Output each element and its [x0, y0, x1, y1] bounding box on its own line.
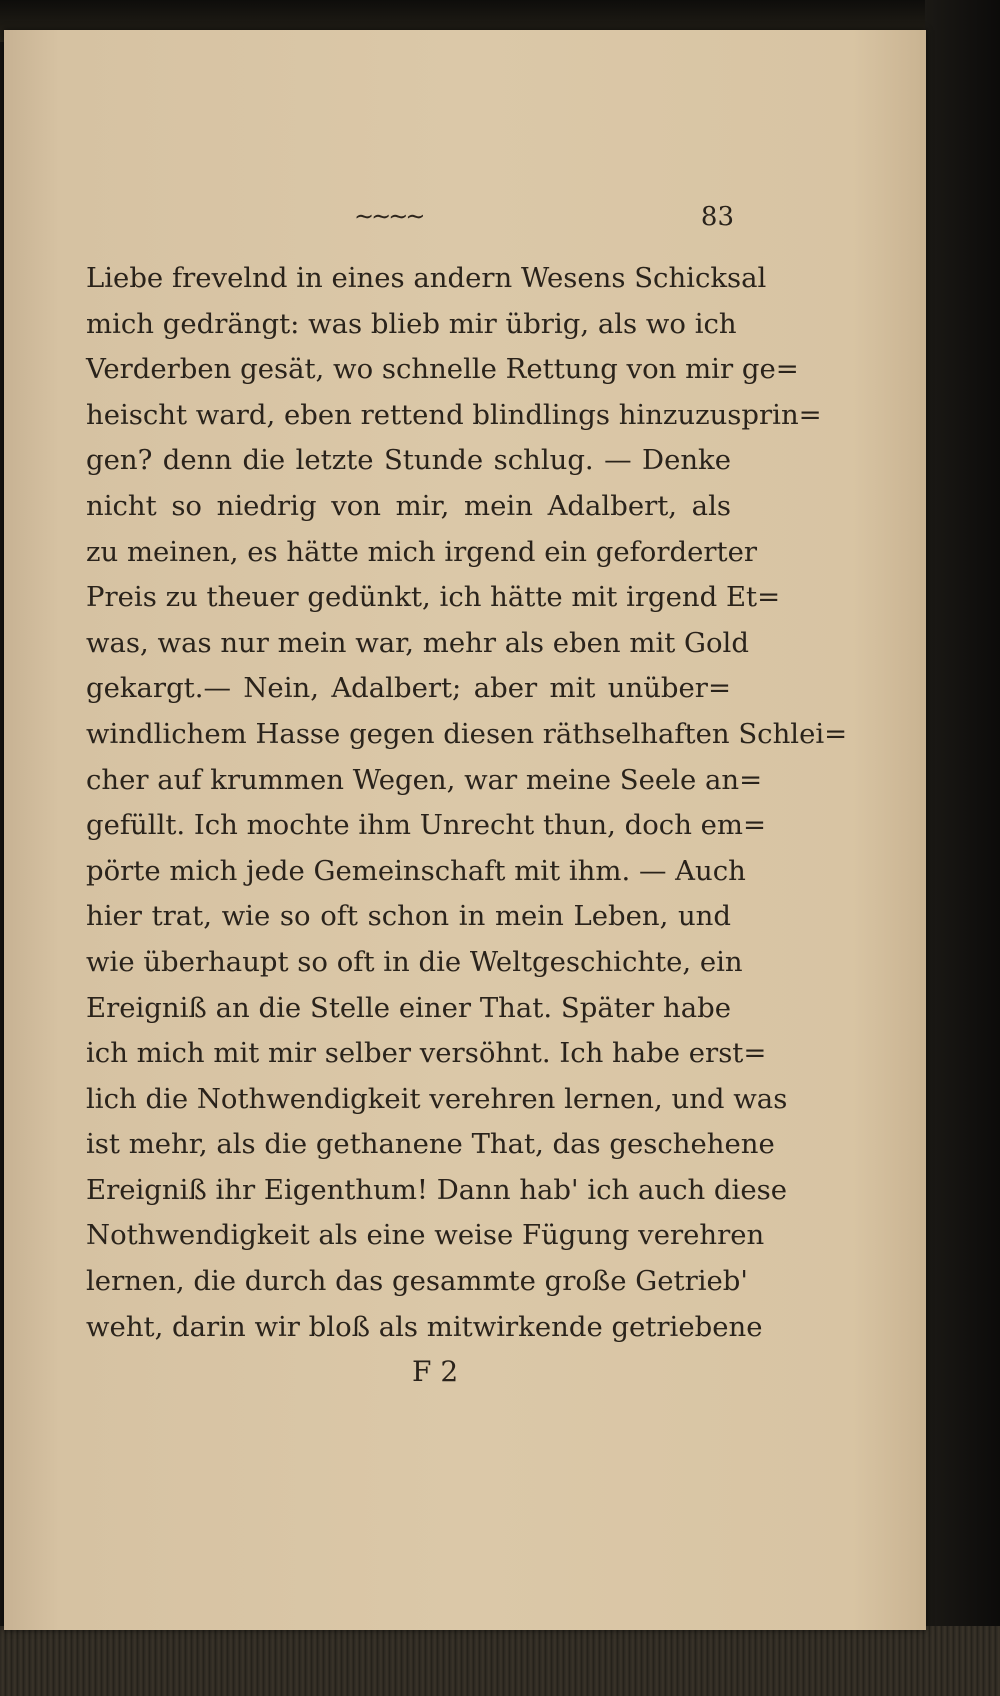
text-line: ich mich mit mir selber versöhnt. Ich habe erst= [86, 1037, 767, 1070]
text-line: Preis zu theuer gedünkt, ich hätte mit irgend Et= [86, 581, 781, 614]
text-line: pörte mich jede Gemeinschaft mit ihm. — Auch [86, 854, 746, 887]
text-line: gefüllt. Ich mochte ihm Unrecht thun, doch em= [86, 809, 767, 842]
page-number: 83 [700, 202, 734, 232]
text-line: Liebe frevelnd in eines andern Wesens Schicksal [86, 262, 767, 294]
text-line: was, was nur mein war, mehr als eben mit Gold [86, 626, 749, 659]
text-block [86, 256, 848, 1350]
book-right-edge [925, 0, 1000, 1696]
text-line: lernen, die durch das gesammte große Getrieb' [86, 1265, 748, 1298]
text-line: mich gedrängt: was blieb mir übrig, als wo ich [86, 307, 737, 340]
text-line: gekargt.— Nein, Adalbert; aber mit unüber= [86, 672, 731, 705]
text-line: weht, darin wir bloß als mitwirkende getriebene [86, 1310, 763, 1343]
text-line: Ereigniß an die Stelle einer That. Später habe [86, 991, 731, 1024]
text-line: zu meinen, es hätte mich irgend ein geforderter [86, 535, 757, 568]
book-page-edges [0, 1626, 1000, 1696]
text-line: Nothwendigkeit als eine weise Fügung verehren [86, 1219, 765, 1252]
text-line: Verderben gesät, wo schnelle Rettung von mir ge= [86, 353, 799, 386]
text-line: hier trat, wie so oft schon in mein Leben, und [86, 900, 731, 933]
header-ornament: ∼∼∼∼ [354, 202, 423, 230]
text-line: nicht so niedrig von mir, mein Adalbert, als [86, 489, 731, 522]
text-line: heischt ward, eben rettend blindlings hinzuzusprin= [86, 398, 822, 431]
text-line: wie überhaupt so oft in die Weltgeschichte, ein [86, 945, 743, 978]
signature-mark: F 2 [412, 1355, 459, 1389]
text-line: cher auf krummen Wegen, war meine Seele an= [86, 763, 763, 796]
page-content [86, 200, 848, 1392]
text-line: gen? denn die letzte Stunde schlug. — Denke [86, 444, 731, 477]
book-page [4, 30, 926, 1630]
text-line: windlichem Hasse gegen diesen räthselhaften Schlei= [86, 717, 848, 750]
text-line: ist mehr, als die gethanene That, das geschehene [86, 1128, 775, 1161]
text-line: Ereigniß ihr Eigenthum! Dann hab' ich auch diese [86, 1173, 787, 1206]
page-header [86, 200, 734, 256]
text-line: lich die Nothwendigkeit verehren lernen, und was [86, 1082, 788, 1115]
